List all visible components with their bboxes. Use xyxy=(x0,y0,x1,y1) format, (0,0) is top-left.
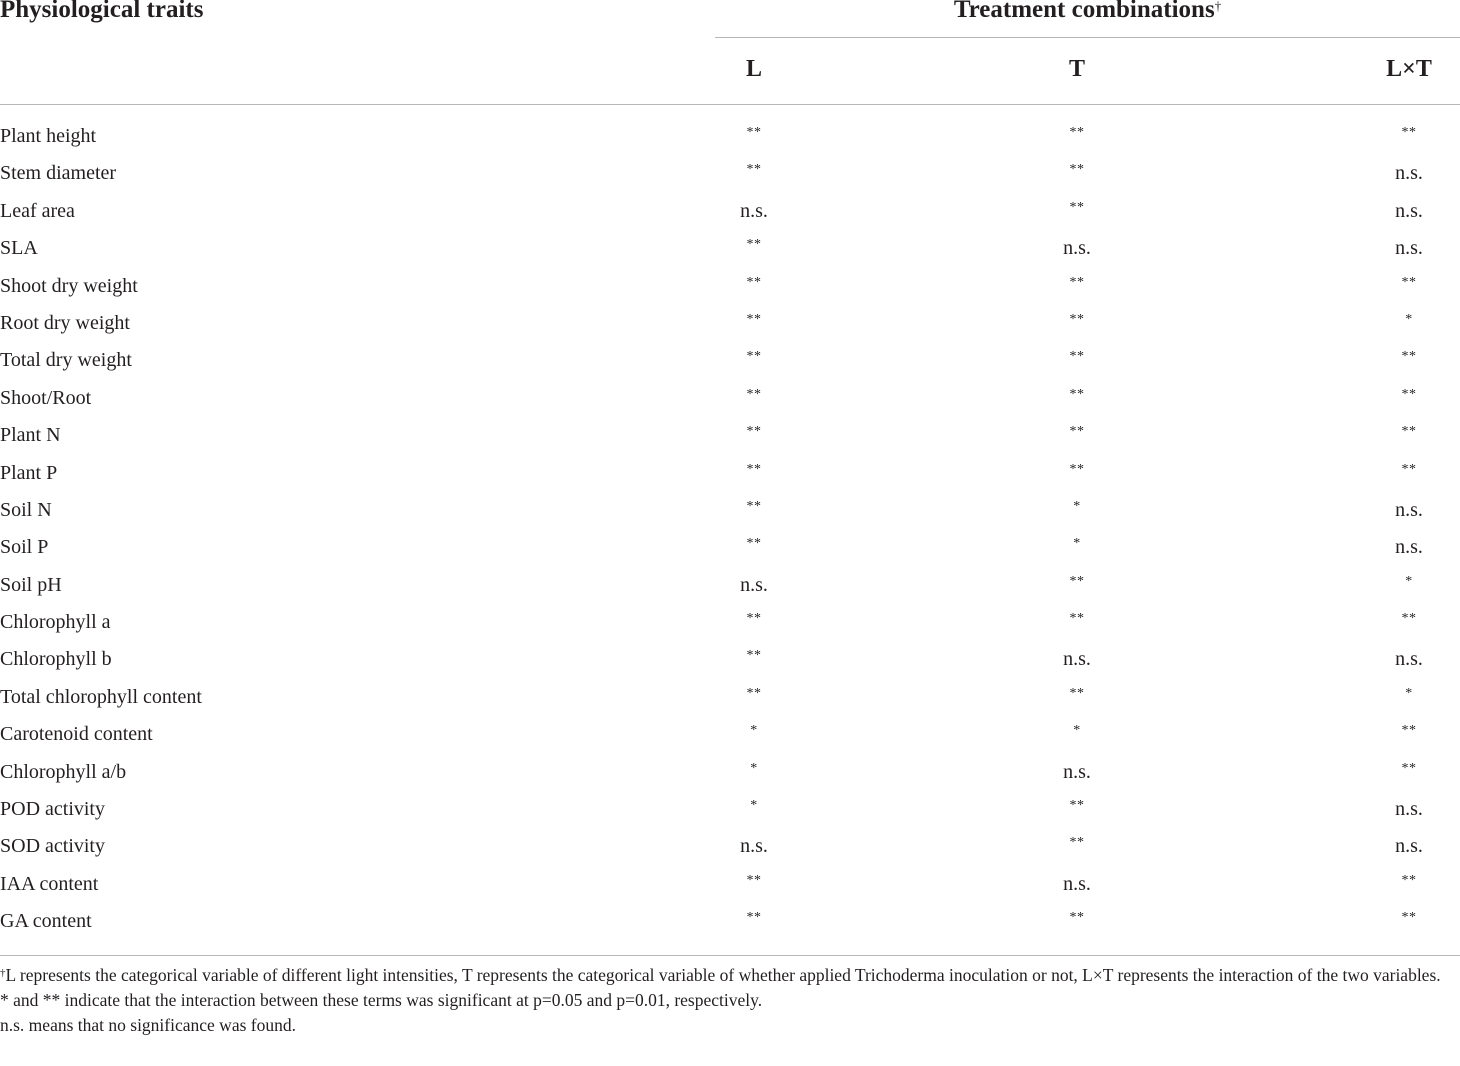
table-row xyxy=(0,305,1460,342)
cell-lxt xyxy=(1349,380,1460,419)
significance-value: ** xyxy=(746,311,762,327)
table-row xyxy=(0,118,1460,155)
cell-l xyxy=(694,118,814,157)
table-row xyxy=(0,230,1460,267)
cell-t xyxy=(1017,342,1137,381)
significance-value: n.s. xyxy=(1395,835,1423,858)
cell-t xyxy=(1017,492,1137,531)
cell-t xyxy=(1017,417,1137,456)
cell-lxt xyxy=(1349,155,1460,192)
significance-value: ** xyxy=(746,125,762,140)
cell-lxt xyxy=(1349,641,1460,678)
cell-lxt xyxy=(1349,716,1460,755)
group-header-rule xyxy=(715,37,1460,38)
trait-name: Soil P xyxy=(0,536,49,559)
cell-l xyxy=(694,417,814,456)
significance-value: ** xyxy=(746,872,762,888)
significance-value: * xyxy=(1073,723,1081,739)
dagger-mark: † xyxy=(1214,0,1222,13)
trait-name: Chlorophyll a/b xyxy=(0,760,127,783)
significance-value: n.s. xyxy=(1395,648,1423,671)
cell-t xyxy=(1017,529,1137,568)
column-header-l: L xyxy=(745,56,762,82)
trait-name: Plant P xyxy=(0,461,58,484)
trait-name: Shoot dry weight xyxy=(0,274,138,297)
significance-value: ** xyxy=(746,274,762,290)
cell-l xyxy=(694,791,814,830)
trait-name: Chlorophyll b xyxy=(0,648,112,671)
footnote-dagger-text: L represents the categorical variable of different light intensities, T represents the categorical variable of whether applied Trichoderma inoculation or not, L×T represents the interaction of the two variables. xyxy=(5,965,1441,985)
cell-lxt xyxy=(1349,305,1460,344)
significance-value: ** xyxy=(746,910,762,926)
significance-value: * xyxy=(1405,685,1413,701)
significance-value: ** xyxy=(1069,125,1085,140)
significance-value: n.s. xyxy=(1395,536,1423,559)
cell-t xyxy=(1017,380,1137,419)
cell-l xyxy=(694,492,814,531)
trait-name: Root dry weight xyxy=(0,311,130,334)
cell-t xyxy=(1017,679,1137,718)
table-row xyxy=(0,529,1460,566)
significance-value: ** xyxy=(746,461,762,477)
cell-l xyxy=(694,716,814,755)
footnote-ns: n.s. means that no significance was found. xyxy=(0,1015,296,1035)
significance-value: ** xyxy=(1069,424,1085,440)
trait-name: SLA xyxy=(0,237,38,260)
significance-value: n.s. xyxy=(740,199,768,222)
cell-l xyxy=(694,230,814,269)
column-group-header-treatment-combinations xyxy=(715,0,1460,24)
significance-value: n.s. xyxy=(1395,199,1423,222)
table-row xyxy=(0,791,1460,828)
cell-l xyxy=(694,828,814,865)
significance-value: ** xyxy=(746,685,762,701)
cell-l xyxy=(694,268,814,307)
significance-value: n.s. xyxy=(1395,237,1423,260)
table-body xyxy=(0,118,1460,941)
cell-l xyxy=(694,641,814,680)
cell-lxt xyxy=(1349,903,1460,942)
table-row xyxy=(0,828,1460,865)
significance-value: * xyxy=(750,723,758,739)
table-row xyxy=(0,155,1460,192)
significance-value: ** xyxy=(1069,162,1085,178)
cell-l xyxy=(694,567,814,604)
cell-l xyxy=(694,380,814,419)
significance-value: ** xyxy=(746,648,762,664)
trait-name: IAA content xyxy=(0,872,99,895)
cell-lxt xyxy=(1349,866,1460,905)
cell-l xyxy=(694,866,814,905)
table-row xyxy=(0,268,1460,305)
significance-value: ** xyxy=(1069,685,1085,701)
trait-name: GA content xyxy=(0,910,92,933)
significance-value: n.s. xyxy=(740,835,768,858)
column-header-t: T xyxy=(1068,56,1085,82)
significance-value: ** xyxy=(1401,424,1417,440)
trait-name: Shoot/Root xyxy=(0,386,92,409)
cell-t xyxy=(1017,866,1137,903)
cell-t xyxy=(1017,604,1137,643)
cell-lxt xyxy=(1349,342,1460,381)
significance-value: ** xyxy=(1069,835,1085,851)
trait-name: Soil N xyxy=(0,498,52,521)
significance-value: ** xyxy=(1401,386,1417,402)
cell-t xyxy=(1017,641,1137,678)
significance-value: * xyxy=(1405,573,1413,589)
cell-lxt xyxy=(1349,118,1460,157)
significance-value: ** xyxy=(1069,386,1085,402)
table-row xyxy=(0,604,1460,641)
cell-t xyxy=(1017,903,1137,942)
significance-value: ** xyxy=(1069,798,1085,814)
significance-value: ** xyxy=(746,498,762,514)
cell-t xyxy=(1017,230,1137,267)
trait-name: Carotenoid content xyxy=(0,723,153,746)
table-footnotes xyxy=(0,963,1460,1038)
significance-value: n.s. xyxy=(740,573,768,596)
cell-l xyxy=(694,754,814,793)
significance-value: ** xyxy=(746,536,762,552)
footnote-stars: * and ** indicate that the interaction between these terms was significant at p=0.05 and p=0.01, respectively. xyxy=(0,990,763,1010)
significance-value: ** xyxy=(1401,723,1417,739)
cell-t xyxy=(1017,567,1137,606)
cell-lxt xyxy=(1349,268,1460,307)
significance-value: ** xyxy=(1401,872,1417,888)
table-row xyxy=(0,567,1460,604)
group-header-label: Treatment combinations xyxy=(953,0,1215,23)
cell-lxt xyxy=(1349,529,1460,566)
cell-lxt xyxy=(1349,417,1460,456)
table-row xyxy=(0,866,1460,903)
cell-t xyxy=(1017,754,1137,791)
trait-name: SOD activity xyxy=(0,835,105,858)
significance-value: ** xyxy=(1401,611,1417,627)
cell-lxt xyxy=(1349,791,1460,828)
cell-t xyxy=(1017,828,1137,867)
significance-value: n.s. xyxy=(1063,237,1091,260)
table-bottom-rule xyxy=(0,955,1460,956)
table-row xyxy=(0,342,1460,379)
header-bottom-rule xyxy=(0,104,1460,105)
significance-value: * xyxy=(1073,536,1081,552)
table-row xyxy=(0,716,1460,753)
cell-lxt xyxy=(1349,193,1460,230)
trait-name: Total dry weight xyxy=(0,349,132,372)
significance-value: * xyxy=(750,760,758,776)
cell-lxt xyxy=(1349,492,1460,529)
table-row xyxy=(0,679,1460,716)
table-row xyxy=(0,417,1460,454)
significance-value: n.s. xyxy=(1063,760,1091,783)
table-row xyxy=(0,455,1460,492)
significance-value: ** xyxy=(1069,910,1085,926)
significance-value: ** xyxy=(1069,199,1085,215)
footnote-dagger xyxy=(0,963,1460,988)
table-row xyxy=(0,903,1460,940)
cell-l xyxy=(694,679,814,718)
significance-value: ** xyxy=(746,611,762,627)
cell-l xyxy=(694,342,814,381)
significance-value: n.s. xyxy=(1395,162,1423,185)
cell-lxt xyxy=(1349,679,1460,718)
significance-value: ** xyxy=(1401,760,1417,776)
trait-name: Plant N xyxy=(0,424,61,447)
column-header-lxt: L×T xyxy=(1386,56,1432,82)
trait-name: POD activity xyxy=(0,798,105,821)
cell-l xyxy=(694,305,814,344)
cell-lxt xyxy=(1349,754,1460,793)
footnote-dagger-mark: † xyxy=(0,967,6,979)
trait-name: Total chlorophyll content xyxy=(0,685,202,708)
significance-value: n.s. xyxy=(1395,798,1423,821)
trait-name: Soil pH xyxy=(0,573,62,596)
trait-name: Chlorophyll a xyxy=(0,611,111,634)
column-header-physiological-traits: Physiological traits xyxy=(0,0,204,23)
trait-name: Stem diameter xyxy=(0,162,117,185)
table-row xyxy=(0,380,1460,417)
significance-value: ** xyxy=(1069,274,1085,290)
cell-lxt xyxy=(1349,828,1460,865)
cell-lxt xyxy=(1349,455,1460,494)
table-row xyxy=(0,641,1460,678)
significance-value: ** xyxy=(1069,349,1085,365)
table-row xyxy=(0,193,1460,230)
significance-value: ** xyxy=(746,386,762,402)
cell-l xyxy=(694,604,814,643)
significance-value: ** xyxy=(746,349,762,365)
significance-value: n.s. xyxy=(1395,498,1423,521)
cell-t xyxy=(1017,268,1137,307)
significance-value: * xyxy=(1405,311,1413,327)
cell-t xyxy=(1017,791,1137,830)
significance-value: ** xyxy=(1401,125,1417,140)
significance-value: ** xyxy=(1401,461,1417,477)
cell-lxt xyxy=(1349,230,1460,267)
significance-value: ** xyxy=(746,162,762,178)
significance-value: ** xyxy=(1401,349,1417,365)
cell-t xyxy=(1017,193,1137,232)
cell-t xyxy=(1017,118,1137,157)
significance-value: ** xyxy=(1069,573,1085,589)
trait-name: Plant height xyxy=(0,125,97,147)
significance-value: n.s. xyxy=(1063,872,1091,895)
significance-value: n.s. xyxy=(1063,648,1091,671)
cell-l xyxy=(694,193,814,230)
significance-value: * xyxy=(1073,498,1081,514)
significance-value: ** xyxy=(1069,311,1085,327)
cell-lxt xyxy=(1349,567,1460,606)
significance-value: ** xyxy=(1401,910,1417,926)
cell-l xyxy=(694,903,814,942)
significance-value: ** xyxy=(1069,611,1085,627)
significance-value: ** xyxy=(1069,461,1085,477)
cell-l xyxy=(694,529,814,568)
table-row xyxy=(0,754,1460,791)
significance-value: ** xyxy=(746,424,762,440)
cell-l xyxy=(694,155,814,194)
cell-lxt xyxy=(1349,604,1460,643)
significance-value: ** xyxy=(1401,274,1417,290)
significance-value: * xyxy=(750,798,758,814)
trait-name: Leaf area xyxy=(0,199,75,222)
cell-l xyxy=(694,455,814,494)
significance-value: ** xyxy=(746,237,762,253)
cell-t xyxy=(1017,716,1137,755)
table-row xyxy=(0,492,1460,529)
cell-t xyxy=(1017,155,1137,194)
cell-t xyxy=(1017,305,1137,344)
cell-t xyxy=(1017,455,1137,494)
